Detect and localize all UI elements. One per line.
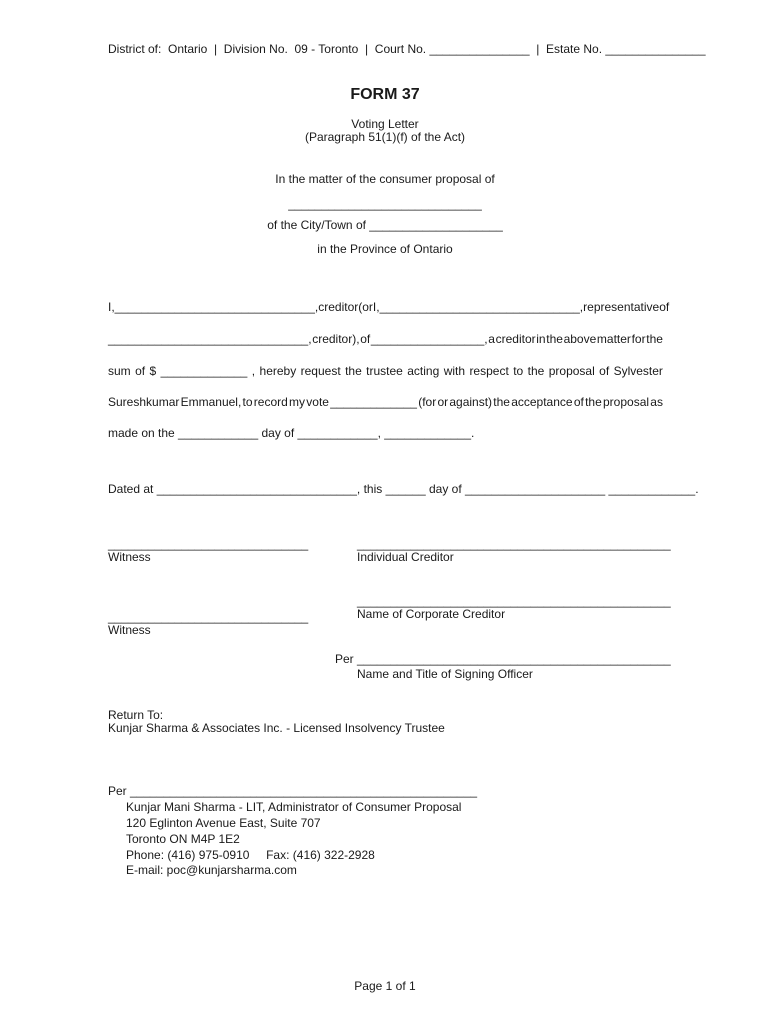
individual-creditor-label: Individual Creditor <box>357 550 454 564</box>
witness-label-1: Witness <box>108 550 151 564</box>
city-line: of the City/Town of ____________________ <box>267 218 503 232</box>
witness-signature-line-1: ______________________________ <box>108 537 309 551</box>
address-line-1: 120 Eglinton Avenue East, Suite 707 <box>126 816 321 830</box>
matter-line: In the matter of the consumer proposal of <box>275 172 495 186</box>
email-contact: E-mail: poc@kunjarsharma.com <box>126 863 297 877</box>
court-header: District of: Ontario | Division No. 09 - Toronto | Court No. _______________ | Estate No. _______________ <box>108 42 706 56</box>
page-number: Page 1 of 1 <box>354 979 416 993</box>
body-line-5: made on the ____________ day of ____________, _____________. <box>108 426 475 440</box>
trustee-company: Kunjar Sharma & Associates Inc. - Licensed Insolvency Trustee <box>108 721 445 735</box>
signing-officer-label: Name and Title of Signing Officer <box>357 667 533 681</box>
dated-line: Dated at ______________________________, this ______ day of _____________________ _____________. <box>108 482 699 496</box>
province-line: in the Province of Ontario <box>317 242 453 256</box>
form-subtitle: Voting Letter <box>351 117 419 131</box>
body-line-3: sum of $ _____________ , hereby request the trustee acting with respect to the proposal of Sylvester <box>108 364 663 378</box>
contact-name: Kunjar Mani Sharma - LIT, Administrator of Consumer Proposal <box>126 800 462 814</box>
address-line-2: Toronto ON M4P 1E2 <box>126 832 240 846</box>
signing-officer-line: Per _______________________________________________ <box>335 652 671 666</box>
form-title: FORM 37 <box>350 86 420 103</box>
phone-fax: Phone: (416) 975-0910 Fax: (416) 322-2928 <box>126 848 375 862</box>
debtor-name-blank: _____________________________ <box>288 197 482 211</box>
body-line-1: I, ______________________________, creditor (or I, ______________________________, representative of <box>108 300 670 314</box>
corporate-creditor-label: Name of Corporate Creditor <box>357 607 506 621</box>
witness-label-2: Witness <box>108 623 151 637</box>
body-line-4: Sureshkumar Emmanuel, to record my vote _____________ (for or against) the acceptance of the proposal as <box>108 395 663 409</box>
form-reference: (Paragraph 51(1)(f) of the Act) <box>304 130 466 144</box>
corporate-creditor-line: _______________________________________________ <box>357 594 671 608</box>
witness-signature-line-2: ______________________________ <box>108 610 309 624</box>
return-to-label: Return To: <box>108 708 164 722</box>
body-line-2: ______________________________, creditor), of _________________, a creditor in the above matter for the <box>108 332 663 346</box>
individual-creditor-signature-line: _______________________________________________ <box>357 537 671 551</box>
return-per-line: Per ____________________________________________________ <box>108 784 478 798</box>
